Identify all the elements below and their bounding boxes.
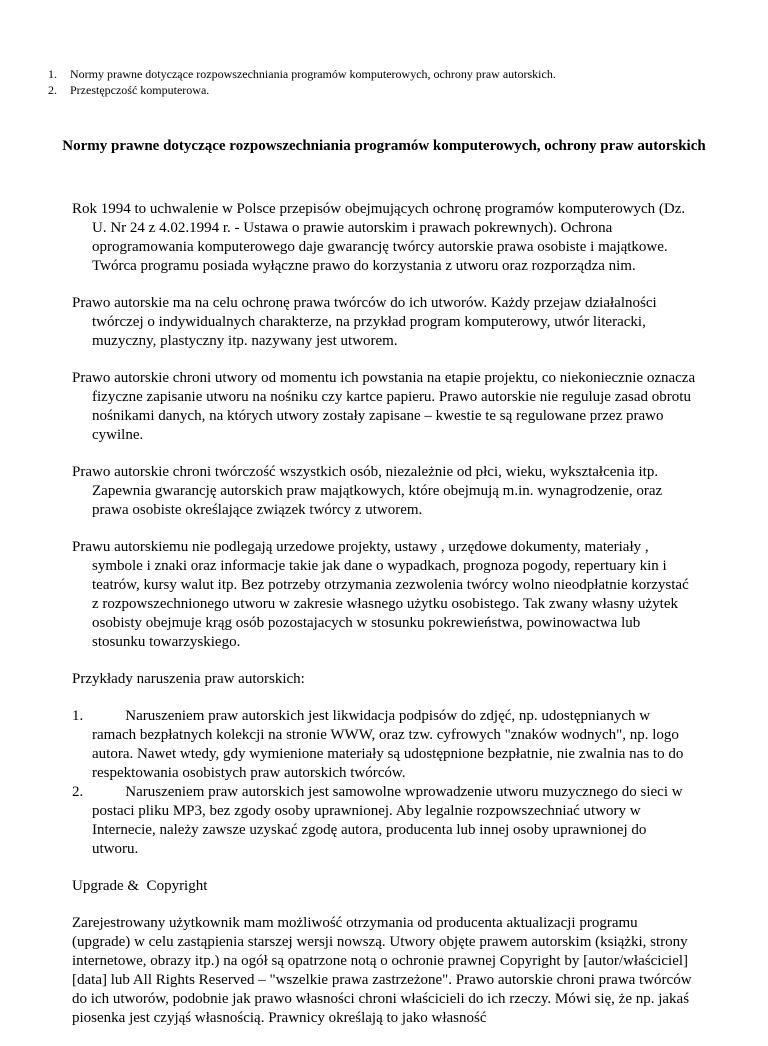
toc-item [48,66,748,82]
toc-item [48,82,748,98]
examples-heading: Przykłady naruszenia praw autorskich: [72,671,305,687]
paragraph: Prawo autorskie chroni utwory od momentu ich powstania na etapie projektu, co niekoniecznie oznacza fizyczne zapisanie utworu na nośniku czy kartce papieru. Prawo autorskie nie reguluje zasad obrotu nośnikami danych, na których utwory zostały zapisane – kwestie te są regulowane przez prawo cywilne. [72,370,696,443]
document-body [72,200,696,1046]
list-item-number: 2. [72,784,84,800]
paragraph: Prawo autorskie chroni twórczość wszystkich osób, niezależnie od płci, wieku, wykształcenia itp. Zapewnia gwarancję autorskich praw majątkowych, które obejmują m.in. wynagrodzenie, oraz prawa osobiste określające związek twórcy z utworem. [72,464,663,518]
list-item-paragraph [72,783,696,859]
paragraph: Prawo autorskie ma na celu ochronę prawa twórców do ich utworów. Każdy przejaw działalności twórczej o indywidualnych charakterze, na przykład program komputerowy, utwór literacki, muzyczny, plastyczny itp. nazywany jest utworem. [72,295,657,349]
paragraph: Rok 1994 to uchwalenie w Polsce przepisów obejmujących ochronę programów komputerowych (Dz. U. Nr 24 z 4.02.1994 r. - Ustawa o prawie autorskim i prawach pokrewnych). Ochrona oprogramowania komputerowego daje gwarancję twórcy autorskie prawa osobiste i majątkowe. Twórca programu posiada wyłączne prawo do korzystania z utworu oraz rozporządza nim. [72,201,686,274]
toc-item-text: Przestępczość komputerowa. [70,83,210,97]
paragraph: Zarejestrowany użytkownik mam możliwość otrzymania od producenta aktualizacji programu (upgrade) w celu zastąpienia starszej wersji nowszą. Utwory objęte prawem autorskim (książki, strony internetowe, obrazy itp.) na ogół są opatrzone notą o ochronie prawnej Copyright by [autor/właściciel] [data] lub All Rights Reserved – "wszelkie prawa zastrzeżone". Prawo autorskie chroni prawa twórców do ich utworów, podobnie jak prawo własności chroni właścicieli do ich rzeczy. Mówi się, że np. jakaś piosenka jest czyjąś własnością. Prawnicy określają to jako własność [72,915,692,1026]
list-item-text: Naruszeniem praw autorskich jest likwidacja podpisów do zdjęć, np. udostępnianych w ramach bezpłatnych kolekcji na stronie WWW, oraz tzw. cyfrowych "znaków wodnych", np. logo autora. Nawet wtedy, gdy wymienione materiały są udostępnione bezpłatnie, nie zwalnia nas to do respektowania osobistych praw autorskich twórców. [92,708,684,781]
list-item-number: 1. [72,708,84,724]
toc-item-number: 2. [48,83,57,97]
table-of-contents [48,66,748,98]
toc-item-number: 1. [48,67,57,81]
list-item [72,707,696,783]
toc-item-text: Normy prawne dotyczące rozpowszechniania programów komputerowych, ochrony praw autorskich. [70,67,556,81]
examples-list [72,707,696,859]
paragraph: Prawu autorskiemu nie podlegają urzedowe projekty, ustawy , urzędowe dokumenty, materiały , symbole i znaki oraz informacje takie jak dane o wypadkach, prognoza pogody, repertuary kin i teatrów, kursy walut itp. Bez potrzeby otrzymania zezwolenia twórcy wolno nieodpłatnie korzystać z rozpowszechnionego utworu w zakresie własnego użytku osobistego. Tak zwany własny użytek osobisty obejmuje krąg osób pozostajacych w stosunku pokrewieństwa, powinowactwa lub stosunku towarzyskiego. [72,539,689,650]
list-item [72,783,696,859]
section-heading: Upgrade & Copyright [72,878,208,894]
list-item-text: Naruszeniem praw autorskich jest samowolne wprowadzenie utworu muzycznego do sieci w postaci pliku MP3, bez zgody osoby uprawnionej. Aby legalnie rozpowszechniać utwory w Internecie, należy zawsze uzyskać zgodę autora, producenta lub innej osoby uprawnionej do utworu. [92,784,683,857]
section-title: Normy prawne dotyczące rozpowszechniania programów komputerowych, ochrony praw autorskich [62,138,706,154]
list-item-paragraph [72,707,696,783]
